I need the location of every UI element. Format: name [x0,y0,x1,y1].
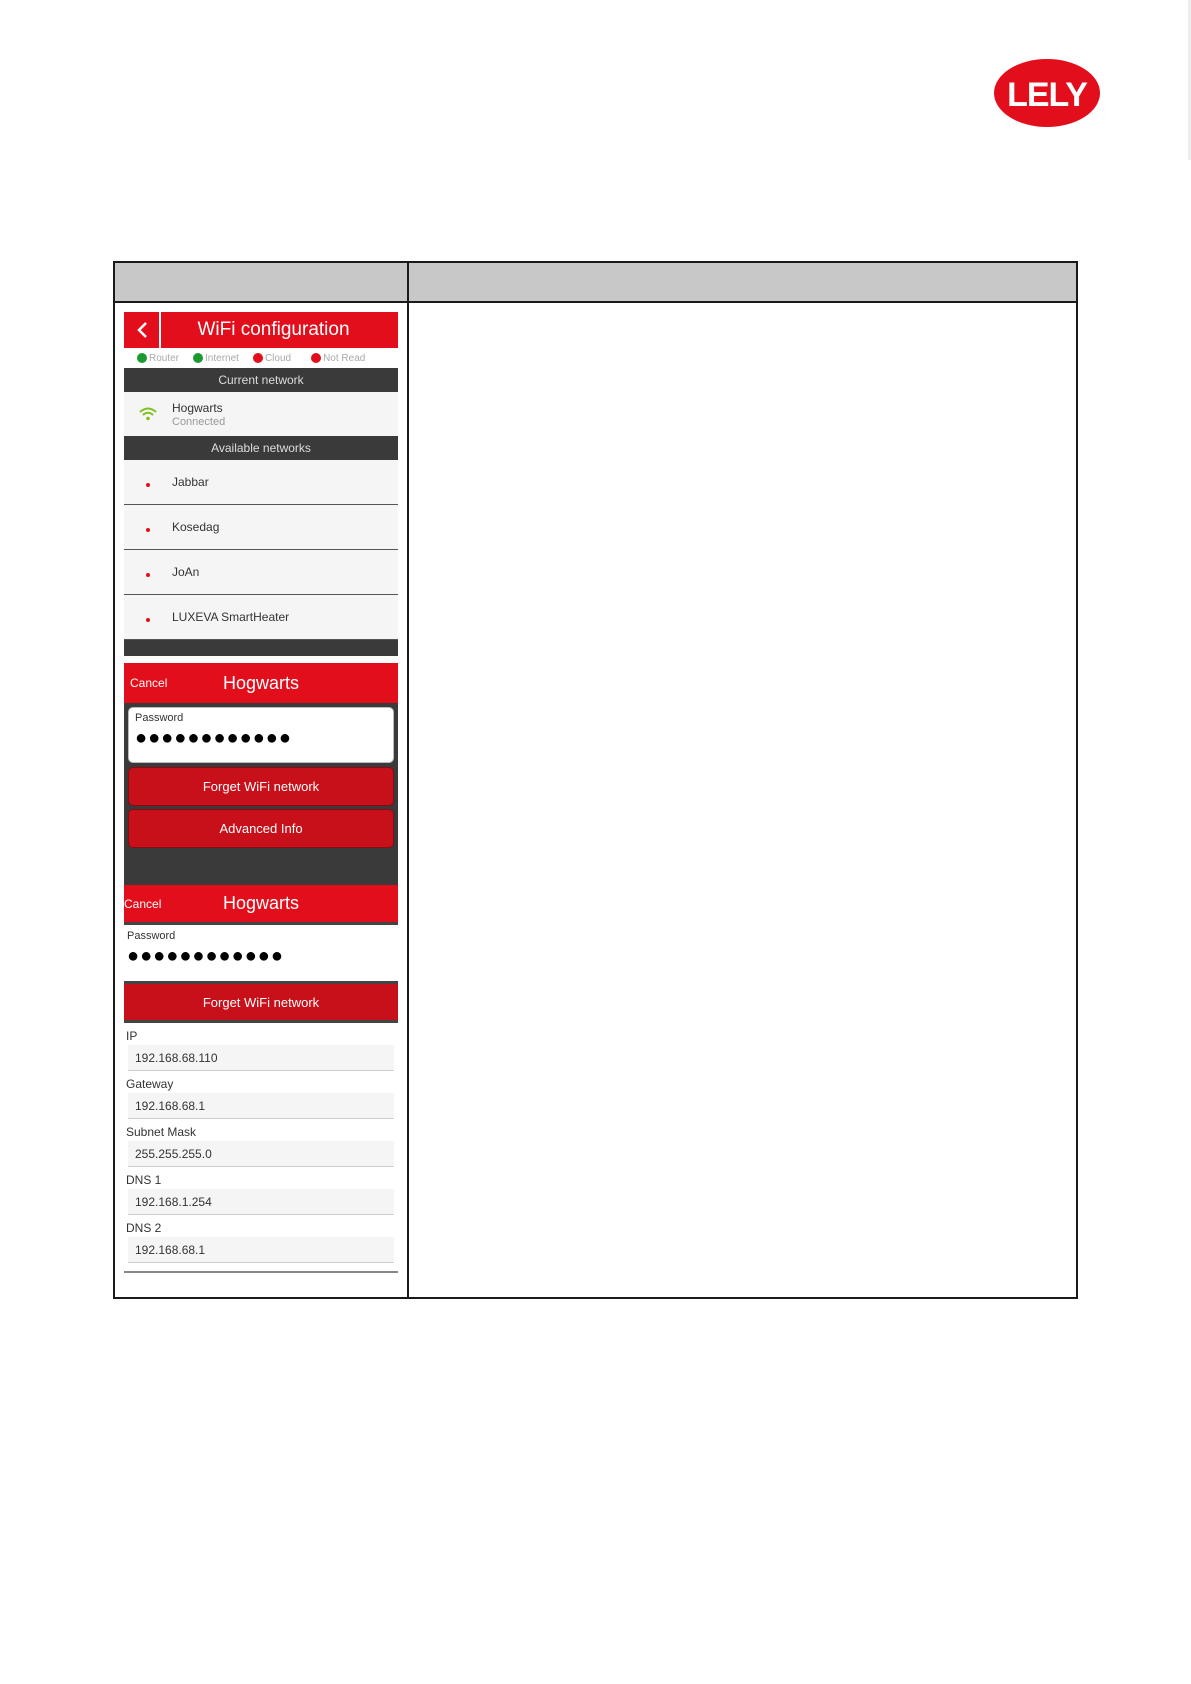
advanced-info-screen [124,885,398,1273]
signal-dot-icon [124,477,172,487]
gateway-label: Gateway [124,1071,398,1093]
network-detail-title: Hogwarts [222,672,300,693]
legend-cloud: Cloud [253,353,291,364]
forget-wifi-button[interactable]: Forget WiFi network [128,767,394,806]
status-legend [124,348,398,368]
status-dot-icon [253,353,263,363]
available-networks-header: Available networks [124,436,398,460]
wifi-icon [124,406,172,422]
table-row [115,303,1076,1297]
dns2-label: DNS 2 [124,1215,398,1237]
forget-wifi-button[interactable]: Forget WiFi network [124,981,398,1023]
dns1-value: 192.168.1.254 [128,1189,394,1215]
network-detail-screen [124,663,398,885]
gateway-value: 192.168.68.1 [128,1093,394,1119]
password-value: ●●●●●●●●●●●● [127,945,284,967]
status-dot-icon [193,353,203,363]
dns1-label: DNS 1 [124,1167,398,1189]
advanced-info-header [124,885,398,925]
current-network-name: Hogwarts [172,400,223,415]
chevron-left-icon [136,321,148,339]
current-network-header: Current network [124,368,398,392]
wifi-config-title: WiFi configuration [197,319,350,340]
back-button[interactable] [124,312,161,348]
network-item-kosedag[interactable]: Kosedag [124,505,398,550]
logo-text: LELY [1007,76,1087,114]
divider [124,1271,398,1273]
password-field[interactable] [128,707,394,763]
instruction-table [113,261,1078,1299]
lely-logo [993,58,1101,128]
network-item-jabbar[interactable]: Jabbar [124,460,398,505]
advanced-info-title: Hogwarts [222,893,300,913]
cancel-button[interactable]: Cancel [124,896,162,911]
screenshot-cell [115,303,409,1297]
status-dot-icon [311,353,321,363]
table-header-cell-1 [115,263,409,301]
password-field[interactable] [124,925,398,981]
network-item-luxeva[interactable]: LUXEVA SmartHeater [124,595,398,640]
list-footer [124,640,398,656]
subnet-mask-label: Subnet Mask [124,1119,398,1141]
advanced-info-button[interactable]: Advanced Info [128,809,394,848]
password-label: Password [127,930,176,942]
signal-dot-icon [124,567,172,577]
description-cell [409,303,1076,1297]
wifi-config-screen [124,312,398,656]
wifi-config-header [124,312,398,348]
cancel-button[interactable]: Cancel [130,676,168,690]
password-value: ●●●●●●●●●●●● [135,727,292,749]
password-label: Password [135,712,184,724]
legend-internet: Internet [193,353,239,364]
dns2-value: 192.168.68.1 [128,1237,394,1263]
status-dot-icon [137,353,147,363]
ip-label: IP [124,1023,398,1045]
current-network-item[interactable] [124,392,398,436]
legend-not-read: Not Read [311,353,365,364]
network-detail-header [124,663,398,703]
signal-dot-icon [124,612,172,622]
ip-value: 192.168.68.110 [128,1045,394,1071]
signal-dot-icon [124,522,172,532]
subnet-mask-value: 255.255.255.0 [128,1141,394,1167]
table-header-cell-2 [409,263,1076,301]
table-header [115,263,1076,303]
current-network-status: Connected [172,415,226,428]
legend-router: Router [137,353,179,364]
network-item-joan[interactable]: JoAn [124,550,398,595]
